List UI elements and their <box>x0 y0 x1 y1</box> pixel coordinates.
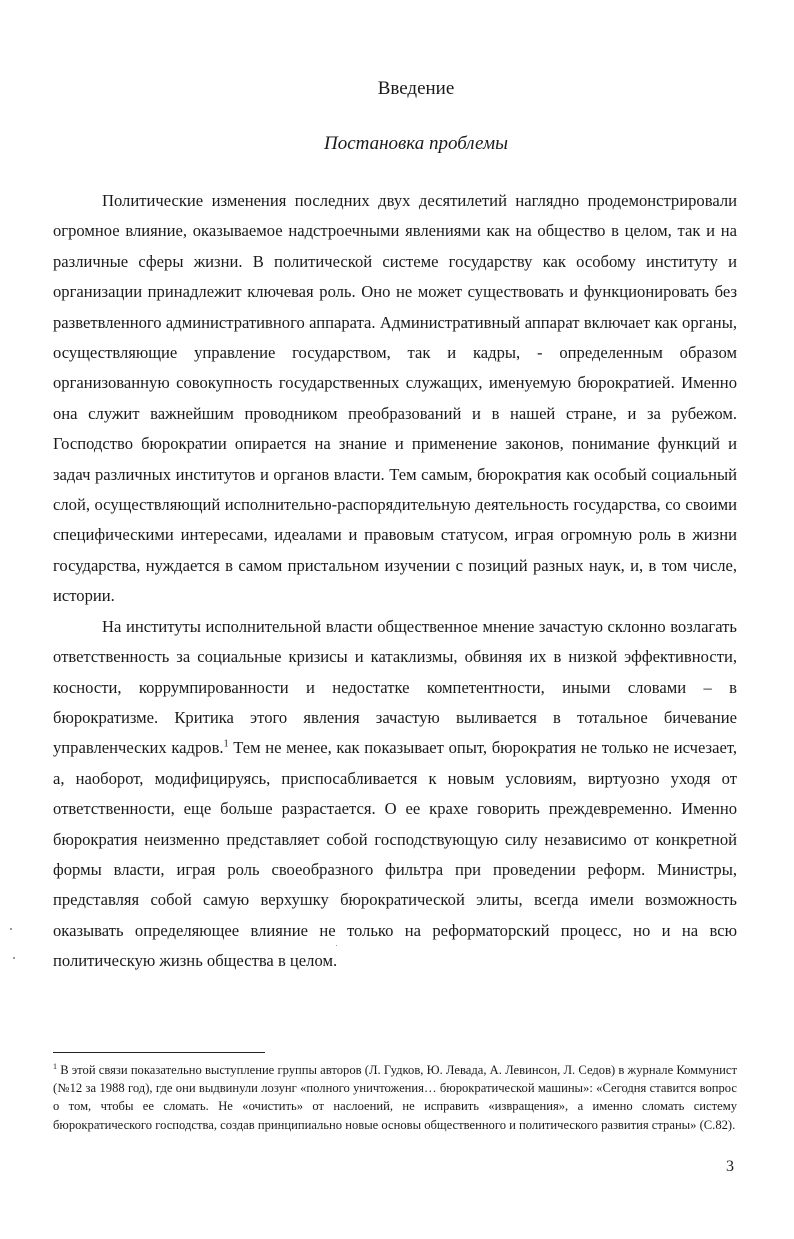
scan-speck <box>336 945 337 946</box>
footnote-reference[interactable]: 1 <box>223 738 229 750</box>
footnote-separator <box>53 1052 265 1053</box>
section-subheading: Постановка проблемы <box>324 133 508 154</box>
footnote-marker: 1 <box>53 1061 57 1071</box>
footnote-text: В этой связи показательно выступление группы авторов (Л. Гудков, Ю. Левада, А. Левинсон, Л. Седов) в журнале Коммунист (№12 за 1988 год), где они выдвинули лозунг «полного уничтожения… бюрократической машины»: «Сегодня ставится вопрос о том, чтобы ее сломать. Не «очистить» от наслоений, не исправить «извращения», а именно сломать систему бюрократического господства, создав принципиально новые основы общественного и политического развития страны» (С.82). <box>53 1063 737 1132</box>
paragraph-2-start: На институты исполнительной власти общественное мнение зачастую склонно возлагать ответственность за социальные кризисы и катаклизмы, обвиняя их в низкой эффективности, косности, коррумпированности и недостатке компетентности, иными словами – в бюрократизме. Критика этого явления зачастую выливается в тотальное бичевание управленческих кадров. <box>53 616 737 758</box>
paragraph-2 <box>53 612 737 977</box>
paragraph-2-continuation: Тем не менее, как показывает опыт, бюрократия не только не исчезает, а, наоборот, модифицируясь, приспосабливается к новым условиям, виртуозно уходя от ответственности, еще больше разрастается. О ее крахе говорить преждевременно. Именно бюрократия неизменно представляет собой господствующую силу независимо от конкретной формы власти, играя роль своеобразного фильтра при проведении реформ. Министры, представляя собой самую верхушку бюрократической элиты, всегда имели возможность оказывать определяющее влияние не только на реформаторский процесс, но и на всю политическую жизнь общества в целом. <box>53 738 737 971</box>
scan-speck <box>13 957 15 959</box>
section-heading: Введение <box>377 78 455 99</box>
page-number: 3 <box>726 1158 734 1175</box>
scan-speck <box>10 928 12 930</box>
paragraph-1: Политические изменения последних двух десятилетий наглядно продемонстрировали огромное влияние, оказываемое надстроечными явлениями как на общество в целом, так и на различные сферы жизни. В политической системе государству как особому институту и организации принадлежит ключевая роль. Оно не может существовать и функционировать без разветвленного административного аппарата. Административный аппарат включает как органы, осуществляющие управление государством, так и кадры, - определенным образом организованную совокупность государственных служащих, именуемую бюрократией. Именно она служит важнейшим проводником преобразований и в нашей стране, и за рубежом. Господство бюрократии опирается на знание и применение законов, понимание функций и задач различных институтов и органов власти. Тем самым, бюрократия как особый социальный слой, осуществляющий исполнительно-распорядительную деятельность государства, со своими специфическими интересами, идеалами и правовым статусом, играя огромную роль в жизни государства, нуждается в самом пристальном изучении с позиций разных наук, и, в том числе, истории. <box>53 191 737 606</box>
body-text <box>53 186 737 977</box>
footnote <box>53 1061 737 1134</box>
